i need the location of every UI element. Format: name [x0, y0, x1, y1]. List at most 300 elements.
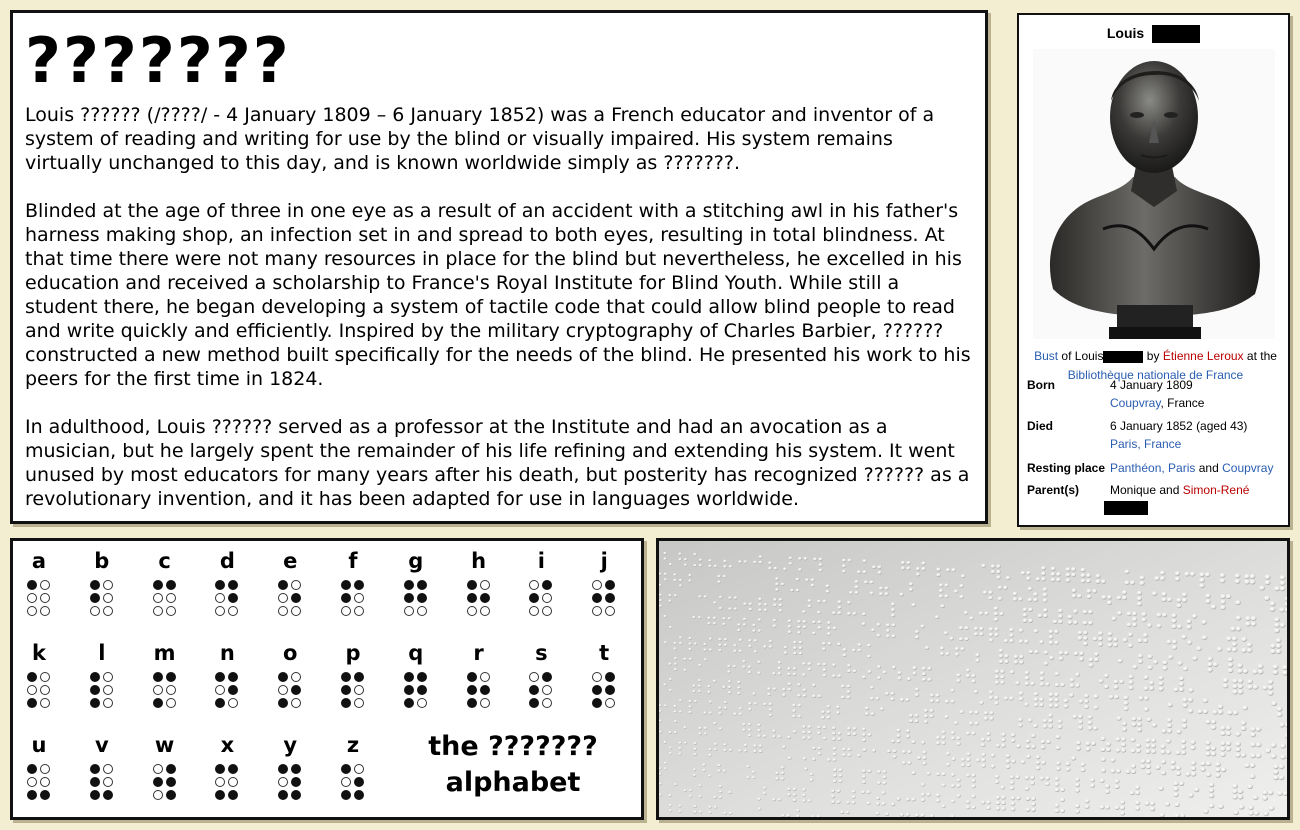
braille-bump	[966, 731, 971, 735]
died-label: Died	[1027, 419, 1054, 433]
braille-bump	[693, 553, 696, 556]
braille-bump	[796, 589, 800, 592]
braille-bump	[719, 796, 722, 799]
braille-bump	[1049, 630, 1054, 634]
braille-bump	[1166, 750, 1171, 755]
braille-bump	[692, 616, 695, 619]
braille-letter-label: q	[408, 641, 424, 665]
braille-bump	[802, 610, 806, 613]
braille-bump	[1156, 613, 1161, 618]
braille-bump	[748, 734, 752, 737]
braille-bump	[819, 569, 823, 572]
braille-bump	[877, 565, 881, 569]
braille-bump	[920, 624, 924, 628]
braille-bump	[1093, 705, 1098, 709]
article-panel	[10, 10, 988, 524]
braille-bump	[1011, 796, 1016, 800]
braille-bump	[1054, 693, 1059, 697]
braille-bump	[659, 730, 662, 733]
braille-bump	[793, 788, 797, 791]
braille-bump	[852, 612, 856, 615]
braille-bump	[838, 611, 842, 614]
braille-bump	[907, 761, 911, 765]
braille-bump	[763, 792, 767, 795]
braille-bump	[939, 594, 943, 598]
braille-bump	[737, 681, 741, 684]
braille-bump	[1160, 571, 1165, 576]
braille-bump	[763, 734, 767, 737]
braille-bump	[956, 679, 961, 683]
braille-bump	[896, 729, 900, 733]
braille-bump	[1043, 598, 1048, 602]
braille-bump	[753, 744, 757, 747]
braille-bump	[960, 647, 965, 651]
braille-bump	[1145, 738, 1150, 743]
braille-bump	[1063, 699, 1068, 703]
braille-bump	[1078, 699, 1083, 703]
braille-bump	[1209, 793, 1215, 798]
empty-dot	[103, 580, 113, 590]
braille-bump	[754, 702, 758, 705]
braille-bump	[769, 645, 773, 648]
braille-bump	[865, 707, 869, 711]
braille-bump	[1150, 801, 1155, 806]
braille-cell-dots	[270, 763, 310, 802]
braille-bump	[782, 745, 786, 748]
braille-bump	[808, 599, 812, 602]
raised-dot	[228, 672, 238, 682]
braille-bump	[966, 805, 971, 809]
braille-bump	[1107, 643, 1112, 647]
braille-bump	[1250, 732, 1256, 737]
empty-dot	[467, 606, 477, 616]
braille-bump	[1274, 617, 1280, 622]
braille-bump	[819, 558, 823, 561]
braille-bump	[704, 732, 707, 735]
braille-bump	[723, 743, 726, 746]
braille-bump	[882, 776, 886, 780]
braille-cell-dots	[82, 579, 122, 618]
braille-bump	[1207, 668, 1213, 673]
empty-dot	[40, 764, 50, 774]
braille-bump	[1045, 776, 1050, 780]
braille-bump	[846, 801, 850, 804]
braille-bump	[1181, 745, 1187, 750]
braille-bump	[886, 634, 890, 638]
braille-bump	[674, 657, 677, 660]
braille-bump	[659, 604, 662, 607]
born-value	[1110, 376, 1290, 412]
braille-bump	[1015, 775, 1020, 779]
braille-bump	[713, 622, 716, 625]
braille-bump	[1265, 580, 1271, 585]
braille-bump	[862, 775, 866, 778]
resting-place-label: Resting place	[1027, 461, 1106, 475]
braille-bump	[1262, 685, 1268, 690]
braille-bump	[1213, 662, 1219, 667]
braille-bump	[1075, 777, 1080, 781]
empty-dot	[291, 606, 301, 616]
born-place-link[interactable]: Coupvray	[1110, 396, 1161, 410]
empty-dot	[417, 698, 427, 708]
braille-bump	[789, 556, 793, 559]
raised-dot	[341, 764, 351, 774]
resting-place-row	[1027, 459, 1287, 479]
braille-bump	[1044, 661, 1049, 665]
braille-bump	[951, 736, 956, 740]
braille-bump	[996, 801, 1001, 805]
braille-cell-dots	[207, 579, 247, 618]
braille-bump	[1137, 722, 1142, 727]
braille-bump	[1146, 717, 1151, 722]
braille-bump	[742, 665, 746, 668]
braille-bump	[961, 758, 966, 762]
braille-bump	[714, 565, 717, 568]
braille-bump	[1220, 747, 1226, 752]
braille-bump	[789, 562, 793, 565]
page-title: ???????	[25, 24, 291, 97]
empty-dot	[153, 593, 163, 603]
braille-bump	[981, 737, 986, 741]
raised-dot	[166, 672, 176, 682]
braille-bump	[935, 699, 939, 703]
braille-bump	[810, 773, 814, 776]
empty-dot	[40, 580, 50, 590]
braille-bump	[846, 696, 850, 699]
braille-bump	[1220, 578, 1226, 583]
braille-bump	[1120, 811, 1125, 815]
braille-bump	[1114, 785, 1119, 789]
braille-bump	[1271, 754, 1277, 759]
empty-dot	[417, 606, 427, 616]
braille-bump	[1031, 808, 1036, 812]
braille-bump	[862, 748, 866, 751]
braille-bump	[1014, 660, 1019, 664]
empty-dot	[354, 593, 364, 603]
braille-bump	[862, 738, 866, 741]
raised-dot	[153, 777, 163, 787]
raised-dot	[542, 580, 552, 590]
braille-bump	[994, 696, 999, 700]
braille-bump	[1140, 759, 1145, 764]
braille-bump	[1174, 802, 1180, 807]
empty-dot	[404, 606, 414, 616]
braille-bump	[876, 634, 880, 638]
braille-bump	[808, 731, 812, 734]
braille-bump	[915, 693, 919, 697]
braille-bump	[1114, 806, 1119, 810]
braille-bump	[1123, 706, 1128, 710]
braille-bump	[1245, 616, 1251, 621]
braille-bump	[1139, 581, 1144, 586]
braille-bump	[693, 748, 696, 751]
braille-bump	[659, 793, 662, 796]
empty-dot	[40, 777, 50, 787]
braille-bump	[689, 795, 692, 798]
raised-dot	[354, 777, 364, 787]
braille-bump	[1130, 749, 1135, 754]
braille-bump	[833, 627, 837, 630]
braille-bump	[986, 800, 991, 804]
braille-bump	[1087, 715, 1092, 719]
braille-bump	[994, 627, 999, 631]
braille-bump	[1280, 743, 1286, 748]
braille-bump	[707, 685, 710, 688]
braille-bump	[708, 811, 711, 814]
braille-bump	[1122, 727, 1127, 731]
braille-bump	[693, 811, 696, 814]
coupvray-link[interactable]: Coupvray	[1222, 461, 1274, 475]
braille-bump	[974, 627, 979, 631]
braille-bump	[781, 583, 785, 586]
library-link[interactable]: Bibliothèque nationale de France	[1067, 368, 1244, 382]
braille-bump	[1254, 811, 1260, 816]
braille-bump	[971, 794, 976, 798]
braille-bump	[1031, 745, 1036, 749]
braille-bump	[966, 752, 971, 756]
braille-bump	[1075, 809, 1080, 813]
sculptor-link[interactable]: Étienne Leroux	[1162, 349, 1244, 363]
braille-bump	[1026, 797, 1031, 801]
braille-bump	[1039, 698, 1044, 702]
braille-bump	[940, 646, 944, 650]
father-link[interactable]: Simon-René	[1182, 483, 1250, 497]
braille-bump	[1100, 748, 1105, 752]
braille-bump	[1226, 594, 1232, 599]
braille-bump	[688, 648, 691, 651]
braille-bump	[901, 566, 905, 570]
braille-bump	[1040, 682, 1045, 686]
braille-bump	[788, 688, 792, 691]
braille-cell-dots	[333, 671, 373, 710]
braille-bump	[944, 594, 948, 598]
braille-bump	[922, 751, 926, 755]
braille-bump	[1055, 803, 1060, 807]
braille-bump	[1179, 687, 1185, 692]
braille-bump	[974, 722, 979, 726]
braille-bump	[1036, 761, 1041, 765]
braille-bump	[1168, 655, 1173, 660]
braille-bump	[775, 588, 779, 591]
braille-bump	[912, 666, 916, 670]
braille-bump	[668, 594, 671, 597]
braille-bump	[996, 796, 1001, 800]
braille-bump	[832, 726, 836, 729]
braille-bump	[714, 806, 717, 809]
braille-bump	[1025, 682, 1030, 686]
braille-bump	[1235, 600, 1241, 605]
braille-bump	[971, 674, 976, 678]
braille-bump	[733, 644, 737, 647]
braille-bump	[922, 672, 926, 676]
braille-bump	[763, 703, 767, 706]
braille-bump	[1247, 648, 1253, 653]
braille-bump	[772, 735, 776, 738]
caption-at-the: at the	[1246, 349, 1277, 363]
braille-bump	[659, 599, 662, 602]
braille-bump	[1277, 791, 1283, 796]
braille-bump	[1145, 749, 1150, 754]
braille-bump	[1058, 719, 1063, 723]
empty-dot	[354, 685, 364, 695]
braille-bump	[1185, 772, 1191, 777]
raised-dot	[291, 764, 301, 774]
braille-bump	[1238, 684, 1244, 689]
raised-dot	[529, 685, 539, 695]
braille-bump	[1025, 676, 1030, 680]
braille-bump	[989, 711, 994, 715]
braille-bump	[703, 643, 706, 646]
braille-bump	[664, 641, 667, 644]
braille-bump	[790, 589, 794, 592]
braille-bump	[1105, 784, 1110, 788]
empty-dot	[153, 790, 163, 800]
braille-bump	[1000, 675, 1005, 679]
braille-bump	[1019, 628, 1024, 632]
braille-bump	[1069, 678, 1074, 682]
braille-bump	[974, 632, 979, 636]
braille-cell-dots	[19, 763, 59, 802]
braille-bump	[757, 734, 761, 737]
died-place-link[interactable]: Paris, France	[1110, 437, 1182, 451]
braille-bump	[884, 587, 888, 591]
braille-bump	[1080, 573, 1085, 577]
braille-bump	[1218, 710, 1224, 715]
empty-dot	[605, 698, 615, 708]
braille-bump	[728, 680, 731, 683]
braille-bump	[842, 748, 846, 751]
braille-bump	[979, 632, 984, 636]
braille-bump	[724, 638, 727, 641]
braille-bump	[778, 798, 782, 801]
braille-bump	[1001, 733, 1006, 737]
braille-bump	[1026, 577, 1031, 581]
braille-bump	[1182, 724, 1188, 729]
braille-bump	[693, 805, 696, 808]
braille-bump	[925, 646, 929, 650]
braille-bump	[699, 564, 702, 567]
braille-bump	[955, 652, 960, 656]
braille-bump	[950, 700, 954, 704]
braille-bump	[1176, 598, 1182, 603]
braille-bump	[1019, 691, 1024, 695]
braille-bump	[1139, 576, 1144, 581]
braille-bump	[1083, 636, 1088, 640]
braille-cell-dots	[82, 763, 122, 802]
braille-bump	[936, 568, 940, 572]
braille-bump	[1226, 747, 1232, 752]
braille-bump	[1238, 690, 1244, 695]
empty-dot	[153, 606, 163, 616]
raised-dot	[354, 580, 364, 590]
braille-bump	[1006, 754, 1011, 758]
braille-bump	[812, 758, 816, 761]
braille-bump	[1143, 675, 1148, 680]
braille-bump	[1273, 775, 1279, 780]
braille-bump	[728, 607, 732, 610]
raised-dot	[605, 580, 615, 590]
braille-bump	[1122, 590, 1127, 594]
pantheon-link[interactable]: Panthéon, Paris	[1110, 461, 1196, 475]
braille-bump	[999, 649, 1004, 653]
braille-bump	[1153, 660, 1158, 665]
braille-bump	[961, 574, 966, 578]
braille-bump	[1211, 752, 1217, 757]
raised-dot	[27, 698, 37, 708]
braille-bump	[841, 685, 845, 688]
braille-bump	[996, 564, 1001, 568]
braille-bump	[679, 579, 682, 582]
braille-bump	[1132, 623, 1137, 628]
braille-bump	[659, 593, 662, 596]
braille-bump	[1166, 640, 1171, 645]
braille-bump	[1237, 669, 1243, 674]
braille-bump	[758, 629, 762, 632]
braille-bump	[769, 640, 773, 643]
braille-bump	[1084, 699, 1089, 703]
braille-bump	[764, 608, 768, 611]
braille-bump	[966, 674, 971, 678]
braille-bump	[1104, 673, 1109, 677]
empty-dot	[27, 777, 37, 787]
braille-bump	[1191, 761, 1197, 766]
braille-bump	[1226, 726, 1232, 731]
braille-bump	[742, 728, 746, 731]
braille-bump	[940, 604, 944, 608]
bust-link[interactable]: Bust	[1034, 349, 1059, 363]
braille-letter-label: b	[94, 549, 110, 573]
braille-bump	[915, 813, 919, 817]
empty-dot	[354, 698, 364, 708]
braille-bump	[1179, 781, 1185, 786]
braille-bump	[663, 683, 666, 686]
braille-letter-y	[270, 733, 310, 802]
braille-bump	[912, 672, 916, 676]
braille-letter-label: v	[94, 733, 109, 757]
braille-bump	[1251, 622, 1257, 627]
braille-cell-dots	[459, 671, 499, 710]
braille-bump	[1170, 760, 1175, 765]
braille-bump	[1279, 775, 1285, 780]
braille-bump	[1172, 645, 1177, 650]
braille-bump	[823, 726, 827, 729]
braille-bump	[1085, 747, 1090, 751]
caption-by: by	[1146, 349, 1160, 363]
braille-alphabet-panel	[10, 538, 644, 820]
braille-bump	[891, 634, 895, 638]
braille-bump	[746, 776, 750, 779]
braille-bump	[724, 701, 727, 704]
braille-bump	[1176, 729, 1182, 734]
braille-bump	[836, 705, 840, 708]
braille-bump	[1253, 685, 1259, 690]
braille-bump	[698, 595, 701, 598]
braille-bump	[1003, 586, 1008, 590]
braille-bump	[842, 564, 846, 567]
braille-letter-label: r	[473, 641, 484, 665]
braille-bump	[1071, 573, 1076, 577]
braille-letter-label: a	[31, 549, 47, 573]
raised-dot	[354, 672, 364, 682]
raised-dot	[529, 593, 539, 603]
empty-dot	[90, 606, 100, 616]
braille-cell-dots	[333, 763, 373, 802]
braille-bump	[1173, 781, 1179, 786]
raised-dot	[404, 698, 414, 708]
braille-bump	[971, 805, 976, 809]
braille-bump	[669, 678, 672, 681]
braille-bump	[703, 711, 706, 714]
